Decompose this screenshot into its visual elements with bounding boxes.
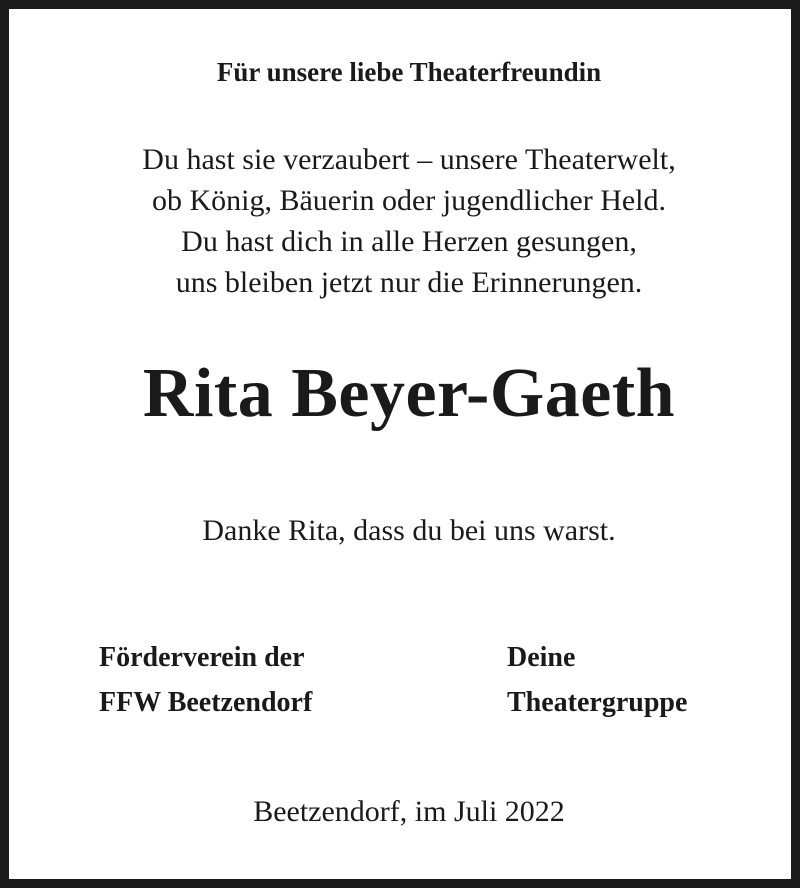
poem-line: uns bleiben jetzt nur die Erinnerungen. [175, 266, 643, 299]
thanks-line: Danke Rita, dass du bei uns warst. [202, 514, 616, 547]
signature-line: Förderverein der [99, 642, 305, 673]
poem-line: Du hast sie verzaubert – unsere Theaterwelt, [142, 143, 676, 176]
signature-line: FFW Beetzendorf [99, 687, 313, 718]
place-date: Beetzendorf, im Juli 2022 [253, 795, 565, 828]
signature-line: Theatergruppe [507, 687, 688, 718]
signature-line: Deine [507, 642, 576, 673]
deceased-name: Rita Beyer-Gaeth [142, 355, 676, 432]
signature-theatergruppe [507, 635, 687, 725]
poem-line: ob König, Bäuerin oder jugendlicher Held. [151, 184, 667, 217]
poem-line: Du hast dich in alle Herzen gesungen, [181, 225, 637, 258]
notice-heading: Für unsere liebe Theaterfreundin [216, 57, 602, 87]
poem [9, 139, 800, 303]
signature-foerderverein [99, 635, 312, 725]
